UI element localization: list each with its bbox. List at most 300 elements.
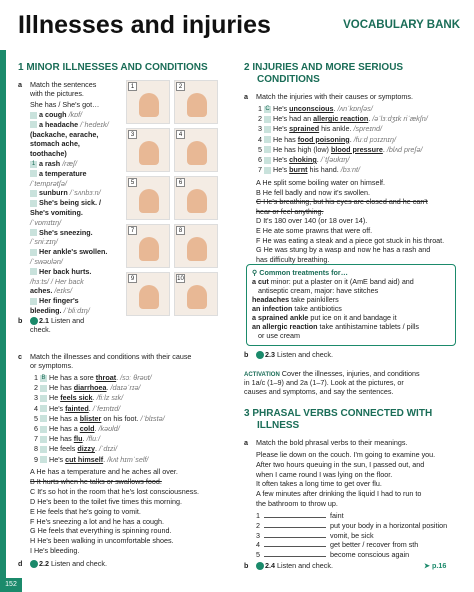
list-item [258,124,382,133]
letter-option: B It hurts when he talks or swallows food. [30,476,162,486]
example-sentence: A few minutes after drinking the liquid I had to run to [256,489,422,499]
s2-b-text: Listen and check. [277,350,333,359]
treatment-text: minor: put a plaster on it (AmE band aid) and [268,277,414,286]
item-text: . [103,454,106,464]
s1-c-text-1: Match the illnesses and conditions with their cause [30,352,192,361]
list-item [34,434,100,443]
item-keyword: allergic reaction [313,114,369,124]
letter-option: E He ate some prawns that were off. [256,226,373,235]
s2-heading-1: 2 INJURIES AND MORE SERIOUS [244,62,404,73]
phonetic: /ˈsʌnbɜːn/ [69,188,101,198]
list-item [30,247,107,256]
list-item [34,383,140,392]
phonetic: /kʌt hɪmˈself/ [107,454,149,464]
picture-number: 5 [128,178,137,187]
phonetic: /kɒf/ [68,110,83,119]
item-text: a cough [39,110,67,119]
list-item [258,135,396,144]
section-3-heading [244,408,432,431]
letter-option: B He fell badly and now it's swollen. [256,187,371,197]
list-item [34,393,123,402]
audio-icon[interactable] [256,351,264,359]
treatment-text: antiseptic cream, major: have stitches [258,286,379,295]
item-text: He's [273,165,290,175]
item-text: his ankle. [319,124,352,134]
answer-box[interactable] [30,190,37,197]
letter-option: C He's breathing, but his eyes are closed and he can't [256,197,428,207]
item-keyword: blister [79,413,102,423]
answer-box[interactable] [40,415,47,422]
s1-d-line[interactable] [30,559,107,568]
s2-heading-2: CONDITIONS [257,73,320,85]
list-item [30,257,63,266]
letter-option: F He was eating a steak and a piece got stuck in his throat. [256,235,445,245]
item-text: bleeding. [30,306,62,315]
item-text: . [333,104,336,113]
letter-option: G He feels that everything is spinning round. [30,526,172,536]
letter-option: has difficulty breathing. [256,254,330,264]
picture [174,176,218,220]
example-sentence: the bathroom to throw up. [256,499,338,508]
phonetic: /daɪəˈrɪə/ [110,383,141,393]
item-text: He's [49,454,66,464]
item-keyword: burnt [289,165,308,175]
item-number: 2 [258,114,262,124]
list-item [30,267,91,276]
example-sentence: After two hours queuing in the sun, I passed out, and [256,459,425,469]
list-item [30,218,61,227]
treatment-text: take antibiotics [292,304,342,313]
s3-a-text: Match the bold phrasal verbs to their meanings. [256,438,408,447]
picture-number: 3 [128,130,137,139]
s2-a-text: Match the injuries with their causes or symptoms. [256,92,413,101]
letter-option: A He has a temperature and he aches all over. [30,467,178,476]
activation-line-3: causes and symptoms, and say the sentences. [244,387,394,396]
item-text: He [49,393,61,403]
answer-box[interactable] [30,112,37,119]
item-text: He has high (low) [273,144,331,154]
answer-box[interactable]: C [265,105,270,112]
item-text: . [82,434,85,444]
page-number: 152 [0,578,22,592]
item-text: a headache [39,119,79,129]
answer-box[interactable] [264,126,271,133]
list-item [258,145,423,154]
item-keyword: cold [79,424,95,433]
item-number: 7 [34,434,38,444]
letter-option: D He's been to the toilet five times this morning. [30,496,182,506]
person-illustration [187,189,207,213]
list-item [30,188,101,197]
blank-meaning: faint [330,511,344,520]
list-item [30,139,80,148]
header [0,0,474,52]
answer-box[interactable] [40,436,47,443]
page-reference-text: p.16 [432,561,447,570]
item-text: . [94,424,97,433]
answer-box[interactable] [30,249,37,256]
list-item [30,228,93,237]
treatments-list [252,277,450,340]
answer-box[interactable] [30,200,37,207]
treatment-line [252,277,450,286]
item-text: Her back hurts. [39,266,92,276]
item-number: 3 [258,124,262,134]
audio-track: 2.4 [265,561,275,570]
answer-box[interactable] [40,385,47,392]
item-number: 7 [258,165,262,175]
picture-number: 8 [176,226,185,235]
answer-box[interactable] [40,446,47,453]
audio-track: 2.1 [39,316,49,325]
treatments-title-text: Common treatments for… [259,268,348,277]
answer-box[interactable] [30,268,37,275]
item-text: (backache, earache, [30,129,99,139]
treatment-keyword: headaches [252,295,290,304]
phonetic: /kəʊld/ [98,424,120,433]
list-item [34,424,120,433]
item-text: . [94,444,97,454]
s3-a-label: a [244,438,248,447]
list-item [30,179,67,188]
phonetic: /ˈsniːzɪŋ/ [30,237,58,247]
letter-option: E He feels that he's going to vomit. [30,506,141,516]
treatment-text: or use cream [258,331,300,340]
letter-option: D It's 180 over 140 (or 18 over 14). [256,216,368,226]
answer-blank[interactable] [264,541,326,547]
picture [126,80,170,124]
answer-box[interactable] [40,405,47,412]
item-text: on his foot. [101,413,139,423]
picture [126,176,170,220]
list-item [30,149,67,158]
s2-b-label: b [244,350,249,359]
treatment-keyword: an infection [252,304,293,313]
picture-number: 7 [128,226,137,235]
item-text: He feels [49,444,78,454]
answer-box[interactable] [264,116,271,123]
s1-b-text-2: check. [30,325,51,334]
item-keyword: unconscious [289,104,334,113]
phonetic: /ˈtʃəʊkɪŋ/ [320,155,350,164]
list-item [34,414,165,423]
list-item [34,455,148,464]
item-text: sunburn [39,188,68,198]
item-number: 6 [34,424,38,433]
picture-number: 6 [176,178,185,187]
item-text: He has [273,134,298,144]
blank-number: 3 [256,530,260,540]
item-text: He has a [49,413,80,423]
letter-option: A He split some boiling water on himself. [256,178,386,187]
item-text: a temperature [39,168,87,178]
picture-number: 2 [176,82,185,91]
answer-box[interactable] [30,121,37,128]
s3-b-text: Listen and check. [277,561,333,570]
blank-number: 5 [256,550,260,560]
phonetic: /ˈblɪstə/ [140,413,165,423]
blank-item [256,511,344,520]
picture-number: 10 [177,276,184,282]
picture-number: 9 [128,274,137,283]
person-illustration [187,93,207,117]
item-keyword: choking [289,155,317,164]
picture [174,272,218,316]
answer-blank[interactable] [264,532,326,538]
item-text: stomach ache, [30,139,80,149]
phonetic: /ˈswəʊlən/ [30,257,63,266]
list-item [30,110,82,119]
item-number: 2 [34,383,38,393]
phonetic: /fiːlz sɪk/ [96,393,124,403]
picture-number: 4 [176,130,185,139]
item-text: . [349,134,352,144]
answer-box[interactable] [30,298,37,305]
treatment-line [252,295,450,304]
s3-b-label: b [244,561,249,570]
item-text: . [92,393,95,403]
s1-d-label: d [18,559,23,568]
list-item [30,169,87,178]
example-sentence: when I came round I was lying on the floor. [256,469,393,479]
answer-box[interactable] [264,167,271,174]
s3-b-line[interactable] [256,561,333,570]
phonetic: /sɔː θrəʊt/ [120,373,152,382]
phonetic: /ˈbliːdɪŋ/ [63,306,90,315]
person-illustration [187,237,207,261]
answer-box[interactable] [30,170,37,177]
item-number: 5 [34,413,38,423]
page-title: Illnesses and injuries [18,11,271,39]
treatment-keyword: a cut [252,277,269,286]
phonetic: /ˈhedeɪk/ [80,119,109,129]
item-number: 1 [258,104,262,113]
person-illustration [139,189,159,213]
list-item [30,296,79,305]
example-sentence: Please lie down on the couch. I'm going to examine you. [256,450,436,459]
answer-box[interactable] [40,456,47,463]
s2-b-line[interactable] [256,350,333,359]
person-illustration [139,141,159,165]
letter-option: hear or feel anything. [256,206,324,216]
activation-line-2: in 1a/c (1–9) and 2a (1–7). Look at the pictures, or [244,378,404,387]
item-text: He has a sore [49,373,96,382]
list-item [258,114,428,123]
item-text: his hand. [307,165,339,175]
item-text: He's [273,124,290,134]
s1-c-label: c [18,352,22,361]
letter-option: I He's bleeding. [30,546,80,556]
answer-blank[interactable] [264,522,326,528]
treatment-keyword: an allergic reaction [252,322,318,331]
item-text: . [316,155,319,164]
item-text: He's [49,403,66,413]
treatment-keyword: a sprained ankle [252,313,309,322]
s1-b-label: b [18,316,23,325]
blank-item [256,521,447,530]
s3-heading-1: 3 PHRASAL VERBS CONNECTED WITH [244,408,433,419]
item-keyword: feels sick [60,393,93,403]
item-number: 8 [34,444,38,454]
blank-item [256,540,418,549]
s1-d-text: Listen and check. [51,559,107,568]
item-keyword: throat [95,373,117,382]
s1-a-text-1: Match the sentences [30,80,97,89]
item-keyword: fainted [65,403,89,413]
list-item [30,306,90,315]
blank-meaning: vomit, be sick [330,530,374,540]
item-text: He's [273,104,290,113]
item-text: aches. [30,286,53,296]
list-item [30,120,109,129]
answer-box[interactable] [40,395,47,402]
phonetic: /fluː/ [86,434,101,444]
person-illustration [187,285,207,309]
s1-b-line[interactable] [30,316,84,325]
item-number: 4 [258,134,262,144]
item-text: . [106,383,109,393]
audio-track: 2.2 [39,559,49,568]
item-text: Her ankle's swollen. [39,247,108,257]
activation-text-1: Cover the illnesses, injuries, and conditions [281,369,420,378]
item-text: He has [49,383,74,393]
answer-box[interactable] [30,229,37,236]
picture [174,224,218,268]
phonetic: /ʌnˈkɒnʃəs/ [337,104,373,113]
phonetic: /spreɪnd/ [353,124,383,134]
person-illustration [139,285,159,309]
phonetic: /əˈlɜːdʒɪk riˈækʃn/ [372,114,428,124]
blank-meaning: put your body in a horizontal position [330,520,448,530]
audio-track: 2.3 [265,350,275,359]
item-text: She's being sick. / [39,198,102,208]
letter-option: G He was stung by a wasp and now he has a rash and [256,245,431,255]
s2-a-label: a [244,92,248,101]
list-item [258,104,373,113]
item-number: 6 [258,155,262,164]
answer-blank[interactable] [264,512,326,518]
picture-number: 1 [128,82,137,91]
treatment-line [252,304,450,313]
blank-item [256,531,374,540]
activation-label: ACTIVATION [244,372,280,378]
list-item [258,155,349,164]
list-item [30,198,101,207]
treatment-text: take painkillers [289,295,339,304]
list-item [30,159,77,168]
treatment-line [252,286,450,295]
answer-box[interactable]: B [41,374,46,381]
person-illustration [139,237,159,261]
item-text: He's [273,155,290,164]
item-text: Her finger's [39,296,79,306]
answer-box[interactable]: 1 [31,160,36,167]
treatments-box [246,264,456,346]
picture [174,128,218,172]
letter-option: F He's sneezing a lot and he has a cough. [30,516,165,526]
item-keyword: dizzy [77,444,95,454]
answer-blank[interactable] [264,551,326,557]
list-item [258,165,360,174]
blank-number: 4 [256,540,260,550]
answer-box[interactable] [264,136,271,143]
item-number: 5 [258,144,262,154]
blank-meaning: get better / recover from sth [330,540,419,550]
answer-box[interactable] [264,146,271,153]
list-item [30,277,84,286]
list-item [30,208,83,217]
audio-icon[interactable] [256,562,264,570]
picture-grid [126,80,220,318]
picture [174,80,218,124]
section-2-heading [244,62,403,85]
blank-item [256,550,409,559]
blank-number: 2 [256,520,260,530]
search-icon: ⚲ [252,268,258,277]
s1-b-text: Listen and [51,316,85,325]
item-text: He's had an [273,114,314,124]
list-item [30,286,72,295]
item-text: She's sneezing. [39,227,93,237]
example-sentence: It often takes a long time to get over flu. [256,479,382,489]
item-keyword: diarrhoea [73,383,107,393]
treatment-line [252,322,450,331]
item-text: a rash [39,159,61,168]
list-item [30,237,58,246]
letter-option: H He's been walking in uncomfortable shoes. [30,536,174,546]
s1-a-label: a [18,80,22,89]
list-item [34,373,152,382]
s1-c-text-2: or symptoms. [30,361,74,370]
arrow-right-icon: ➤ [424,561,431,570]
treatment-text: take antihistamine tablets / pills [317,322,419,331]
vocabulary-bank-label: VOCABULARY BANK [343,19,460,31]
picture [126,272,170,316]
picture [126,128,170,172]
item-number: 1 [34,373,38,382]
phonetic: /blʌd preʃə/ [386,144,423,154]
side-bar [0,50,6,592]
phonetic: /ˈfeɪntɪd/ [92,403,121,413]
item-text: She's vomiting. [30,208,83,217]
person-illustration [187,141,207,165]
page-reference-link[interactable] [424,561,446,570]
answer-box[interactable] [40,426,47,433]
audio-icon[interactable] [30,317,38,325]
s3-heading-2: ILLNESS [257,419,300,431]
item-text: . [116,373,119,382]
list-item [34,444,117,453]
phonetic: /bɜːnt/ [340,165,361,175]
s1-intro: She has / She's got… [30,100,100,109]
s1-a-text-2: with the pictures. [30,89,84,98]
letter-option: C It's so hot in the room that he's lost consciousness. [30,486,199,496]
answer-box[interactable] [264,157,271,164]
phonetic: /eɪks/ [54,286,73,296]
blank-number: 1 [256,511,260,520]
item-keyword: blood pressure [330,144,383,154]
item-keyword: food poisoning [297,134,350,144]
audio-icon[interactable] [30,560,38,568]
phonetic: /fuːd pɔɪznɪŋ/ [353,134,396,144]
treatments-title [252,268,450,277]
item-keyword: cut himself [65,454,104,464]
item-text: . [88,403,91,413]
person-illustration [139,93,159,117]
picture [126,224,170,268]
item-text: He has a [49,424,80,433]
item-text: toothache) [30,149,67,159]
